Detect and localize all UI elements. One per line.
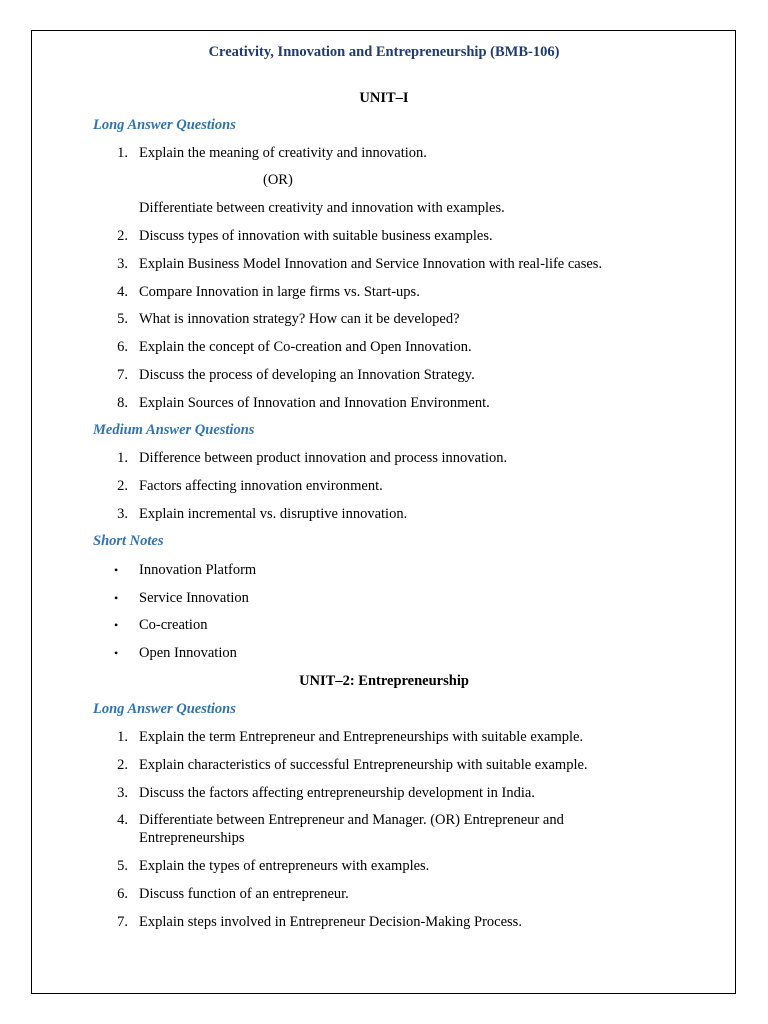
unit1-short-heading: Short Notes <box>93 533 164 549</box>
item-number: 3. <box>117 256 128 272</box>
unit2-heading: UNIT–2: Entrepreneurship <box>299 673 469 689</box>
item-number: 1. <box>117 450 128 466</box>
item-number: 5. <box>117 311 128 327</box>
item-text: Explain Business Model Innovation and Service Innovation with real-life cases. <box>139 256 603 272</box>
item-number: 2. <box>117 478 128 494</box>
item-number: 7. <box>117 367 128 383</box>
item-text: What is innovation strategy? How can it be developed? <box>139 311 460 327</box>
item-text: Differentiate between Entrepreneur and Manager. (OR) Entrepreneur and Entrepreneurships <box>139 812 564 846</box>
or-separator: (OR) <box>263 172 293 188</box>
item-number: 4. <box>117 284 128 300</box>
item-text: Explain the types of entrepreneurs with examples. <box>139 858 430 874</box>
item-number: 4. <box>117 812 128 828</box>
unit2-long-heading: Long Answer Questions <box>93 701 236 717</box>
item-text: Explain the term Entrepreneur and Entrepreneurships with suitable example. <box>139 729 584 745</box>
item-text: Discuss the factors affecting entrepreneurship development in India. <box>139 785 535 801</box>
item-text: Discuss types of innovation with suitable business examples. <box>139 228 493 244</box>
item-text: Explain the concept of Co-creation and Open Innovation. <box>139 339 472 355</box>
bullet-icon: • <box>114 646 119 660</box>
item-number: 3. <box>117 785 128 801</box>
item-text: Factors affecting innovation environment. <box>139 478 383 494</box>
item-number: 6. <box>117 886 128 902</box>
item-number: 1. <box>117 729 128 745</box>
bullet-icon: • <box>114 563 119 577</box>
item-number: 2. <box>117 228 128 244</box>
item-text: Innovation Platform <box>139 562 257 578</box>
unit1-long-heading: Long Answer Questions <box>93 117 236 133</box>
item-text: Discuss function of an entrepreneur. <box>139 886 349 902</box>
item-number: 3. <box>117 506 128 522</box>
bullet-icon: • <box>114 618 119 632</box>
item-text: Difference between product innovation and process innovation. <box>139 450 508 466</box>
item-number: 1. <box>117 145 128 161</box>
unit1-medium-heading: Medium Answer Questions <box>93 422 255 438</box>
unit1-heading: UNIT–I <box>359 90 409 106</box>
item-text: Compare Innovation in large firms vs. Start-ups. <box>139 284 420 300</box>
item-number: 6. <box>117 339 128 355</box>
item-number: 7. <box>117 914 128 930</box>
item-text: Explain the meaning of creativity and innovation. <box>139 145 427 161</box>
item-text: Differentiate between creativity and innovation with examples. <box>139 200 505 216</box>
document-title: Creativity, Innovation and Entrepreneurship (BMB-106) <box>208 44 560 60</box>
item-number: 8. <box>117 395 128 411</box>
item-number: 2. <box>117 757 128 773</box>
item-text: Explain Sources of Innovation and Innovation Environment. <box>139 395 490 411</box>
item-text: Discuss the process of developing an Innovation Strategy. <box>139 367 475 383</box>
item-text: Explain incremental vs. disruptive innovation. <box>139 506 408 522</box>
item-text: Explain steps involved in Entrepreneur Decision-Making Process. <box>139 914 522 930</box>
item-text: Explain characteristics of successful Entrepreneurship with suitable example. <box>139 757 588 773</box>
item-text: Co-creation <box>139 617 208 633</box>
item-number: 5. <box>117 858 128 874</box>
item-text: Service Innovation <box>139 590 249 606</box>
bullet-icon: • <box>114 591 119 605</box>
item-text: Open Innovation <box>139 645 237 661</box>
